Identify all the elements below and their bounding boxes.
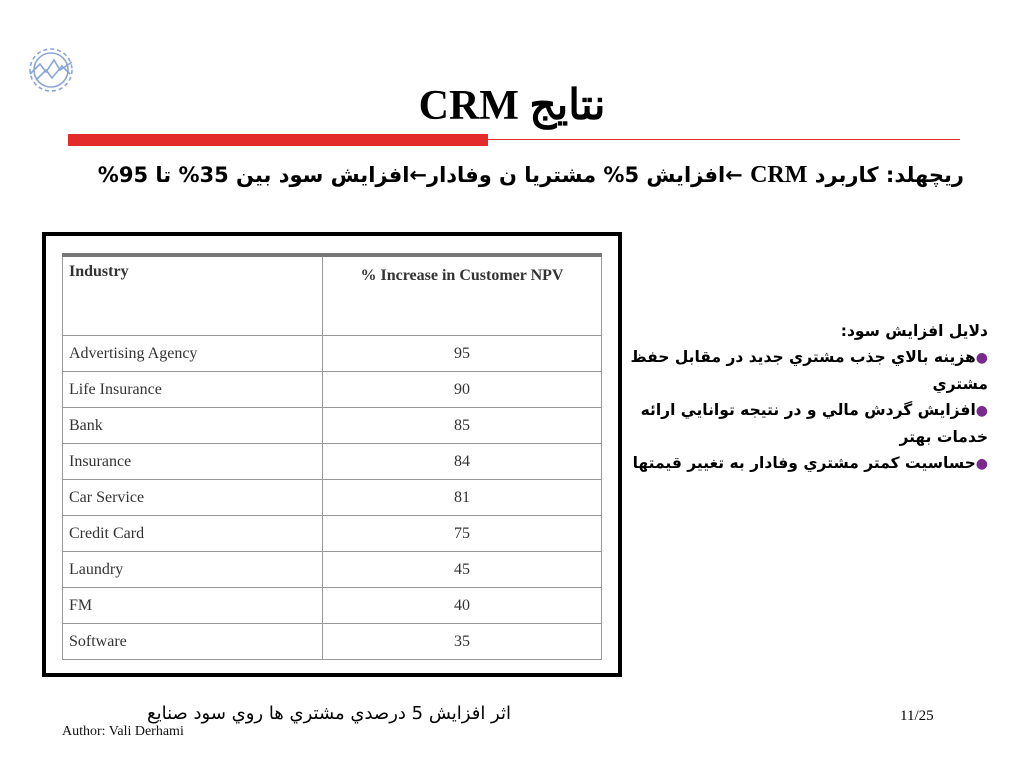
bullet-icon: ●	[975, 350, 988, 366]
title-rule-thin	[488, 139, 960, 140]
header-industry: Industry	[63, 255, 323, 336]
author-label: Author: Vali Derhami	[62, 724, 184, 739]
subtitle-crm: CRM	[750, 162, 808, 188]
reasons-block	[628, 318, 988, 477]
table-caption: اثر افزايش 5 درصدي مشتري ها روي سود صنايع	[147, 703, 511, 724]
value-cell: 35	[323, 624, 602, 660]
value-cell: 85	[323, 408, 602, 444]
industry-cell: Laundry	[63, 552, 323, 588]
industry-cell: Insurance	[63, 444, 323, 480]
reason-item: ●افزايش گردش مالي و در نتيجه توانايي ارائه خدمات بهتر	[640, 401, 988, 446]
bullet-icon: ●	[975, 403, 988, 419]
header-increase: % Increase in Customer NPV	[323, 255, 602, 336]
industry-cell: Software	[63, 624, 323, 660]
table-row	[63, 624, 602, 660]
title-rule	[68, 134, 960, 146]
industry-cell: FM	[63, 588, 323, 624]
value-cell: 81	[323, 480, 602, 516]
industry-cell: Car Service	[63, 480, 323, 516]
table-row	[63, 336, 602, 372]
industry-cell: Advertising Agency	[63, 336, 323, 372]
value-cell: 95	[323, 336, 602, 372]
industry-cell: Credit Card	[63, 516, 323, 552]
table-row	[63, 408, 602, 444]
table-row	[63, 588, 602, 624]
reasons-heading: دلايل افزايش سود:	[840, 322, 988, 340]
table-row	[63, 480, 602, 516]
title-rule-thick	[68, 134, 488, 146]
subtitle-prefix: ريچهلد: كاربرد	[807, 163, 964, 187]
npv-table	[62, 253, 602, 660]
value-cell: 84	[323, 444, 602, 480]
slide-title: نتايج CRM	[418, 83, 606, 129]
npv-table-frame	[42, 232, 622, 677]
value-cell: 90	[323, 372, 602, 408]
value-cell: 75	[323, 516, 602, 552]
table-row	[63, 372, 602, 408]
table-row	[63, 444, 602, 480]
reason-item: ●حساسيت كمتر مشتري وفادار به تغيير قيمتها	[632, 454, 988, 472]
value-cell: 45	[323, 552, 602, 588]
bullet-icon: ●	[975, 456, 988, 472]
value-cell: 40	[323, 588, 602, 624]
industry-cell: Life Insurance	[63, 372, 323, 408]
page-number: 11/25	[900, 708, 934, 724]
table-row	[63, 552, 602, 588]
table-header-row	[63, 255, 602, 336]
industry-cell: Bank	[63, 408, 323, 444]
subtitle	[64, 158, 964, 192]
table-row	[63, 516, 602, 552]
subtitle-rest: ←افزايش 5% مشتريا ن وفادار←افزايش سود بين 35% تا 95%	[97, 163, 751, 187]
reason-item: ●هزينه بالاي جذب مشتري جديد در مقابل حفظ مشتري	[630, 348, 988, 393]
